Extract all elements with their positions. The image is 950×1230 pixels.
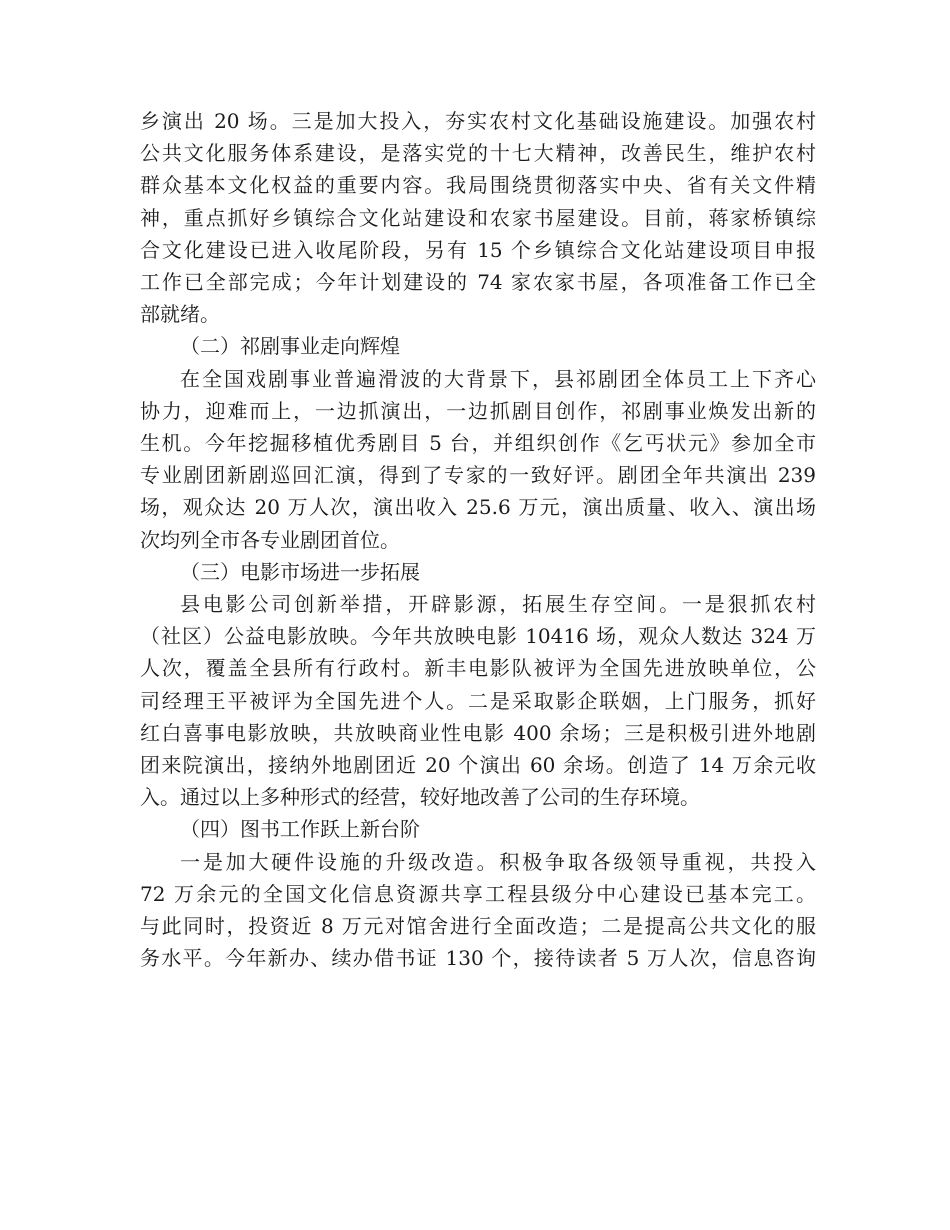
text-line: 群众基本文化权益的重要内容。我局围绕贯彻落实中央、省有关文件精 bbox=[140, 173, 816, 198]
text-line: 工作已全部完成；今年计划建设的 74 家农家书屋，各项准备工作已全 bbox=[140, 270, 816, 295]
text-line: 生机。今年挖掘移植优秀剧目 5 台，并组织创作《乞丐状元》参加全市 bbox=[140, 431, 816, 456]
body-paragraph bbox=[140, 363, 816, 556]
text-line: 入。通过以上多种形式的经营，较好地改善了公司的生存环境。 bbox=[140, 785, 700, 810]
text-line: 72 万余元的全国文化信息资源共享工程县级分中心建设已基本完工。 bbox=[140, 881, 816, 906]
text-line: （社区）公益电影放映。今年共放映电影 10416 场，观众人数达 324 万 bbox=[140, 624, 816, 649]
text-line: 县电影公司创新举措，开辟影源，拓展生存空间。一是狠抓农村 bbox=[180, 592, 816, 617]
text-line: 专业剧团新剧巡回汇演，得到了专家的一致好评。剧团全年共演出 239 bbox=[140, 463, 816, 488]
text-line: 司经理王平被评为全国先进个人。二是采取影企联姻，上门服务，抓好 bbox=[140, 688, 816, 713]
text-line: 次均列全市各专业剧团首位。 bbox=[140, 527, 400, 552]
body-paragraph bbox=[140, 846, 816, 975]
text-line: 一是加大硬件设施的升级改造。积极争取各级领导重视，共投入 bbox=[180, 849, 816, 874]
text-line: 场，观众达 20 万人次，演出收入 25.6 万元，演出质量、收入、演出场 bbox=[140, 495, 816, 520]
text-line: 乡演出 20 场。三是加大投入，夯实农村文化基础设施建设。加强农村 bbox=[140, 109, 816, 133]
text-line: 务水平。今年新办、续办借书证 130 个，接待读者 5 万人次，信息咨询 bbox=[140, 946, 816, 971]
text-line: 在全国戏剧事业普遍滑波的大背景下，县祁剧团全体员工上下齐心 bbox=[180, 366, 816, 391]
text-line: 协力，迎难而上，一边抓演出，一边抓剧目创作，祁剧事业焕发出新的 bbox=[140, 398, 816, 423]
body-paragraph bbox=[140, 105, 816, 330]
document-page bbox=[140, 105, 816, 974]
text-line: 与此同时，投资近 8 万元对馆舍进行全面改造；二是提高公共文化的服 bbox=[140, 914, 816, 939]
section-heading: （二）祁剧事业走向辉煌 bbox=[180, 334, 400, 359]
text-line: 神，重点抓好乡镇综合文化站建设和农家书屋建设。目前，蒋家桥镇综 bbox=[140, 205, 816, 230]
text-line: 团来院演出，接纳外地剧团近 20 个演出 60 余场。创造了 14 万余元收 bbox=[140, 753, 816, 778]
section-heading: （三）电影市场进一步拓展 bbox=[180, 559, 420, 584]
section-heading: （四）图书工作跃上新台阶 bbox=[180, 817, 420, 842]
text-line: 人次，覆盖全县所有行政村。新丰电影队被评为全国先进放映单位，公 bbox=[140, 656, 816, 681]
text-line: 部就绪。 bbox=[140, 302, 220, 327]
text-line: 公共文化服务体系建设，是落实党的十七大精神，改善民生，维护农村 bbox=[140, 141, 816, 166]
text-line: 红白喜事电影放映，共放映商业性电影 400 余场；三是积极引进外地剧 bbox=[140, 720, 816, 745]
body-paragraph bbox=[140, 588, 816, 813]
text-line: 合文化建设已进入收尾阶段，另有 15 个乡镇综合文化站建设项目申报 bbox=[140, 237, 816, 262]
